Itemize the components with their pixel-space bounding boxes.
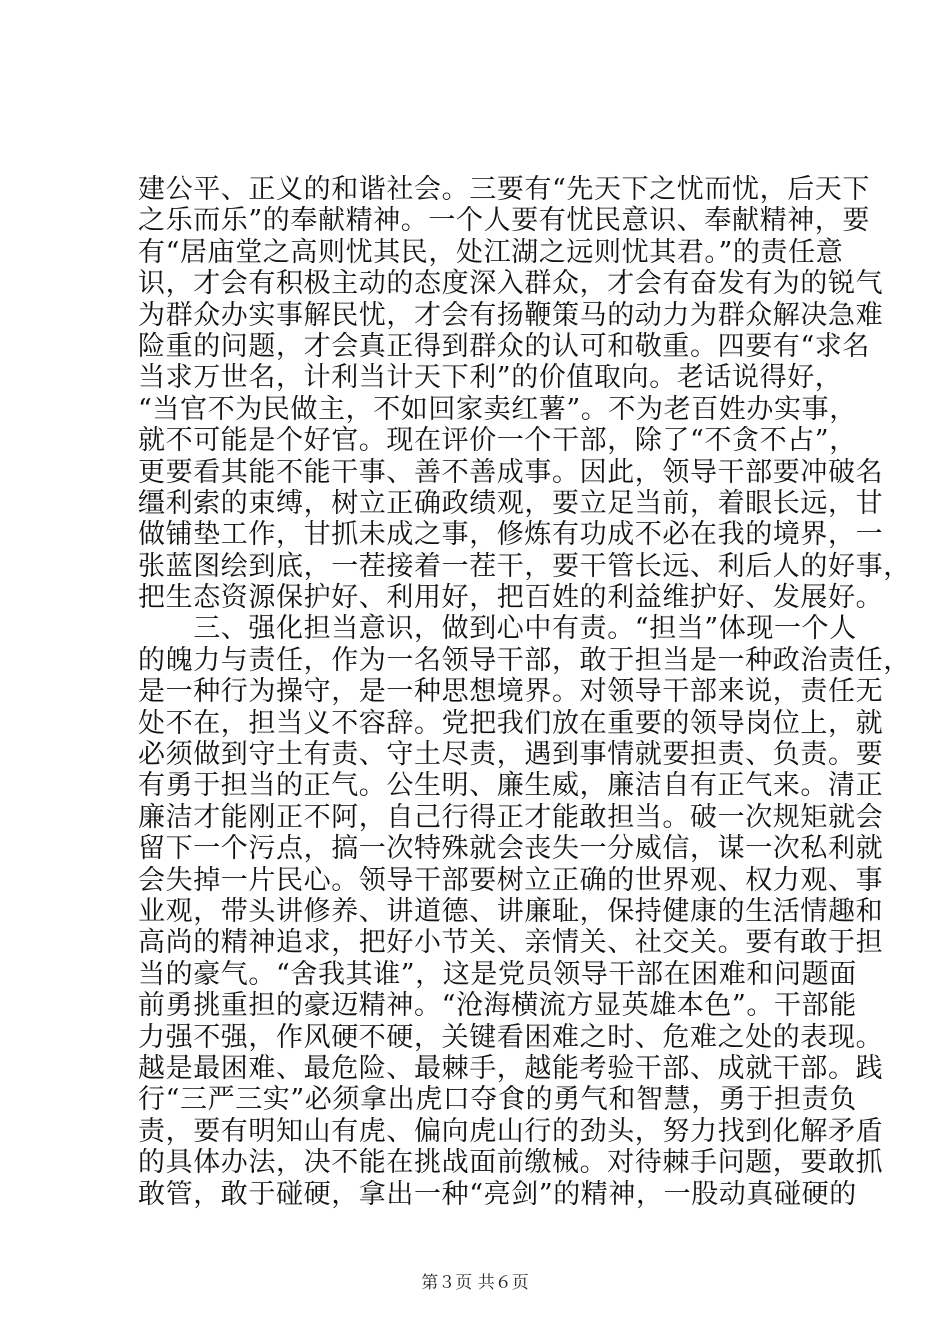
text-line: 识，才会有积极主动的态度深入群众，才会有奋发有为的锐气 — [138, 268, 884, 300]
text-line: 更要看其能不能干事、善不善成事。因此，领导干部要冲破名 — [138, 456, 884, 488]
text-line: 之乐而乐”的奉献精神。一个人要有忧民意识、奉献精神，要 — [138, 205, 871, 237]
text-line: 当求万世名，计利当计天下利”的价值取向。老话说得好， — [138, 362, 843, 394]
text-line: 力强不强，作风硬不硬，关键看困难之时、危难之处的表现。 — [138, 1021, 884, 1053]
page-footer — [0, 1268, 950, 1293]
text-line: 为群众办实事解民忧，才会有扬鞭策马的动力为群众解决急难 — [138, 299, 884, 331]
text-line: 必须做到守土有责、守土尽责，遇到事情就要担责、负责。要 — [138, 739, 884, 771]
text-line: 把生态资源保护好、利用好，把百姓的利益维护好、发展好。 — [138, 582, 884, 614]
text-line: 险重的问题，才会真正得到群众的认可和敬重。四要有“求名 — [138, 330, 871, 362]
text-line: 责，要有明知山有虎、偏向虎山行的劲头，努力找到化解矛盾 — [138, 1115, 884, 1147]
text-line: 的具体办法，决不能在挑战面前缴械。对待棘手问题，要敢抓 — [138, 1147, 884, 1179]
text-line: 有勇于担当的正气。公生明、廉生威，廉洁自有正气来。清正 — [138, 770, 884, 802]
text-line: 会失掉一片民心。领导干部要树立正确的世界观、权力观、事 — [138, 864, 884, 896]
text-line: 敢管，敢于碰硬，拿出一种“亮剑”的精神，一股动真碰硬的 — [138, 1178, 857, 1210]
text-line: 高尚的精神追求，把好小节关、亲情关、社交关。要有敢于担 — [138, 927, 884, 959]
text-line: 业观，带头讲修养、讲道德、讲廉耻，保持健康的生活情趣和 — [138, 895, 884, 927]
body-text — [138, 174, 911, 1210]
text-line: 前勇挑重担的豪迈精神。“沧海横流方显英雄本色”。干部能 — [138, 990, 857, 1022]
section-heading-line: 三、强化担当意识，做到心中有责。“担当”体现一个人 — [138, 613, 857, 645]
page-number-label: 第３页 共６页 — [421, 1273, 529, 1293]
text-line: 做铺垫工作，甘抓未成之事，修炼有功成不必在我的境界，一 — [138, 519, 884, 551]
text-line: 有“居庙堂之高则忧其民，处江湖之远则忧其君。”的责任意 — [138, 236, 844, 268]
text-line: 当的豪气。“舍我其谁”，这是党员领导干部在困难和问题面 — [138, 958, 857, 990]
text-line: 建公平、正义的和谐社会。三要有“先天下之忧而忧，后天下 — [138, 174, 871, 205]
text-line: 就不可能是个好官。现在评价一个干部，除了“不贪不占”， — [138, 425, 857, 457]
text-line: 缰利索的束缚，树立正确政绩观，要立足当前，着眼长远，甘 — [138, 487, 884, 519]
text-line: 处不在，担当义不容辞。党把我们放在重要的领导岗位上，就 — [138, 707, 884, 739]
text-line: 行“三严三实”必须拿出虎口夺食的勇气和智慧，勇于担责负 — [138, 1084, 857, 1116]
text-line: 的魄力与责任，作为一名领导干部，敢于担当是一种政治责任， — [138, 644, 911, 676]
text-line: 越是最困难、最危险、最棘手，越能考验干部、成就干部。践 — [138, 1052, 884, 1084]
text-line: “当官不为民做主，不如回家卖红薯”。不为老百姓办实事， — [138, 393, 857, 425]
text-line: 张蓝图绘到底，一茬接着一茬干，要干管长远、利后人的好事， — [138, 550, 911, 582]
text-line: 廉洁才能刚正不阿，自己行得正才能敢担当。破一次规矩就会 — [138, 801, 884, 833]
text-line: 是一种行为操守，是一种思想境界。对领导干部来说，责任无 — [138, 676, 884, 708]
text-line: 留下一个污点，搞一次特殊就会丧失一分威信，谋一次私利就 — [138, 833, 884, 865]
